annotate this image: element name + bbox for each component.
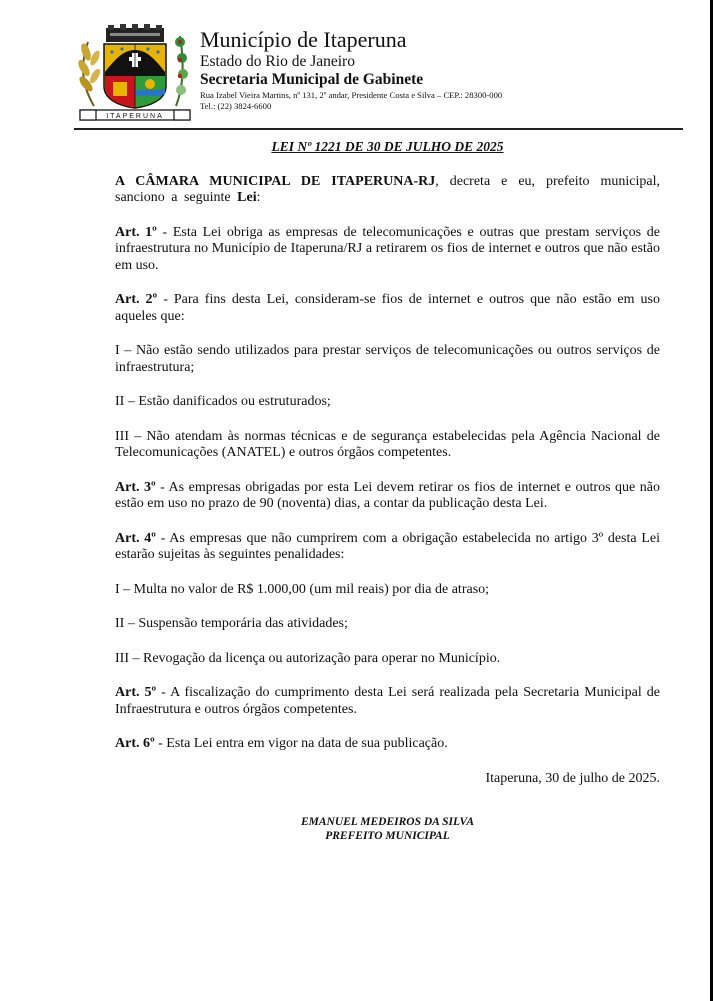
intro-lei: Lei — [237, 190, 257, 205]
article-3 — [115, 480, 660, 513]
item-text: II – Suspensão temporária das atividades; — [115, 616, 348, 631]
law-title: LEI Nº 1221 DE 30 DE JULHO DE 2025 — [271, 139, 504, 154]
place-and-date: Itaperuna, 30 de julho de 2025. — [485, 770, 660, 786]
intro-chamber: A CÂMARA MUNICIPAL DE ITAPERUNA-RJ — [115, 173, 436, 189]
state-name: Estado do Rio de Janeiro — [200, 53, 355, 70]
article-label: Art. 1º — [115, 224, 157, 240]
article-text: - Esta Lei entra em vigor na data de sua publicação. — [154, 736, 448, 751]
article-2-item-iii — [115, 429, 660, 462]
item-text: III – Não atendam às normas técnicas e de segurança estabelecidas pela Agência Nacional de Telecomunicações (ANATEL) e outros órgãos competentes. — [115, 428, 660, 460]
article-label: Art. 6º — [115, 736, 155, 751]
municipality-name: Município de Itaperuna — [200, 27, 407, 52]
law-body — [115, 139, 660, 843]
department-name: Secretaria Municipal de Gabinete — [200, 71, 424, 88]
signatory-name: EMANUEL MEDEIROS DA SILVA — [300, 816, 475, 828]
article-label: Art. 5º — [115, 685, 157, 700]
article-text: - Esta Lei obriga as empresas de telecomunicações e outras que prestam serviços de infraestrutura no Município de Itaperuna/RJ a retirarem os fios de internet e outros que não estão em uso. — [115, 224, 660, 273]
article-text: - As empresas obrigadas por esta Lei devem retirar os fios de internet e outros que não estão em uso no prazo de 90 (noventa) dias, a contar da publicação desta Lei. — [115, 479, 660, 511]
intro-text: , decreta e eu, prefeito municipal, sanciono a seguinte — [115, 173, 661, 205]
header-divider — [74, 128, 683, 130]
intro-colon: : — [256, 190, 261, 205]
article-4-item-i — [115, 582, 660, 599]
item-text: I – Não estão sendo utilizados para prestar serviços de telecomunicações ou outros serviços de infraestrutura; — [115, 343, 660, 375]
phone: Tel.: (22) 3824-6600 — [200, 101, 272, 111]
article-2-item-ii — [115, 394, 660, 411]
address: Rua Izabel Vieira Martins, nº 131, 2º andar, Presidente Costa e Silva – CEP.: 28300-000 — [200, 90, 503, 100]
article-5 — [115, 685, 660, 718]
letterhead — [76, 24, 686, 124]
article-4-item-ii — [115, 616, 660, 633]
coat-of-arms-icon — [76, 24, 194, 122]
article-4-item-iii — [115, 651, 660, 668]
item-text: II – Estão danificados ou estruturados; — [115, 394, 331, 409]
item-text: I – Multa no valor de R$ 1.000,00 (um mil reais) por dia de atraso; — [115, 581, 490, 597]
article-1 — [115, 225, 660, 275]
article-label: Art. 2º — [115, 292, 158, 307]
signatory-role: PREFEITO MUNICIPAL — [325, 830, 450, 842]
article-2-item-i — [115, 343, 660, 376]
article-text: - Para fins desta Lei, consideram-se fios de internet e outros que não estão em uso aqueles que: — [115, 292, 661, 324]
item-text: III – Revogação da licença ou autorização para operar no Município. — [115, 650, 501, 666]
article-2 — [115, 292, 660, 325]
signature-block — [115, 815, 660, 843]
article-label: Art. 4º — [115, 530, 156, 546]
letterhead-text — [200, 28, 502, 112]
article-label: Art. 3º — [115, 479, 156, 495]
article-6 — [115, 736, 660, 753]
article-4 — [115, 531, 660, 564]
law-intro — [115, 174, 660, 207]
crest-banner-text: ITAPERUNA — [106, 113, 164, 120]
article-text: - A fiscalização do cumprimento desta Lei será realizada pela Secretaria Municipal de Infraestrutura e outros órgãos competentes. — [115, 685, 660, 717]
article-text: - As empresas que não cumprirem com a obrigação estabelecida no artigo 3º desta Lei estarão sujeitas às seguintes penalidades: — [115, 530, 661, 562]
